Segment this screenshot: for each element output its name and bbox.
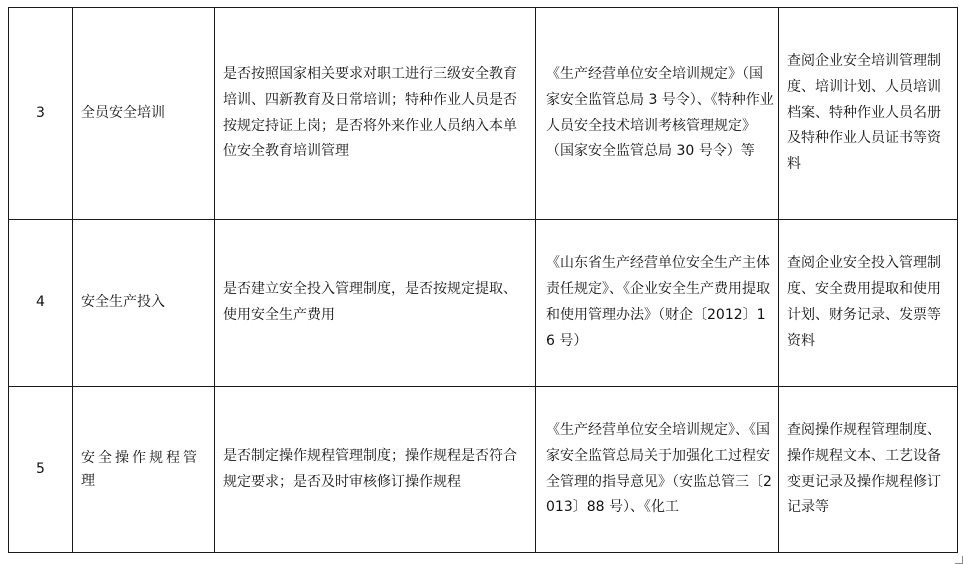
method-cell [779, 220, 958, 387]
table-row [9, 387, 958, 553]
check-content: 是否按照国家相关要求对职工进行三级安全教育培训、四新教育及日常培训；特种作业人员是否按规定持证上岗；是否将外来作业人员纳入本单位安全教育培训管理 [223, 65, 517, 160]
item-cell [73, 220, 215, 387]
legal-basis: 《生产经营单位安全培训规定》、《国家安全监管总局关于加强化工过程安全管理的指导意见》（安监总管三〔2013〕88 号）、《化工 [546, 421, 772, 516]
item-name: 安全生产投入 [81, 294, 165, 311]
check-method: 查阅企业安全培训管理制度、培训计划、人员培训档案、特种作业人员名册及特种作业人员证书等资料 [787, 52, 941, 173]
basis-cell [536, 8, 779, 220]
item-name: 全员安全培训 [81, 104, 165, 121]
row-number-cell [9, 220, 73, 387]
row-number: 4 [36, 294, 45, 311]
method-cell [779, 387, 958, 553]
row-number: 5 [36, 460, 45, 477]
table-row [9, 8, 958, 220]
item-name: 安全操作规程管理 [81, 450, 200, 489]
table-row [9, 220, 958, 387]
legal-basis: 《山东省生产经营单位安全生产主体责任规定》、《企业安全生产费用提取和使用管理办法》（财企〔2012〕16 号） [546, 255, 770, 349]
basis-cell [536, 220, 779, 387]
item-cell [73, 8, 215, 220]
method-cell [779, 8, 958, 220]
row-number-cell [9, 8, 73, 220]
content-cell [215, 8, 536, 220]
legal-basis: 《生产经营单位安全培训规定》（国家安全监管总局 3 号令）、《特种作业人员安全技术培训考核管理规定》（国家安全监管总局 30 号令）等 [546, 65, 774, 160]
check-content: 是否制定操作规程管理制度；操作规程是否符合规定要求；是否及时审核修订操作规程 [223, 447, 517, 490]
check-content: 是否建立安全投入管理制度，是否按规定提取、使用安全生产费用 [223, 281, 517, 323]
row-number-cell [9, 387, 73, 553]
content-cell [215, 220, 536, 387]
inspection-table [8, 7, 958, 553]
content-cell [215, 387, 536, 553]
basis-cell [536, 387, 779, 553]
resize-handle[interactable] [955, 556, 963, 564]
row-number: 3 [36, 104, 45, 121]
check-method: 查阅企业安全投入管理制度、安全费用提取和使用计划、财务记录、发票等资料 [787, 255, 941, 349]
item-cell [73, 387, 215, 553]
check-method: 查阅操作规程管理制度、操作规程文本、工艺设备变更记录及操作规程修订记录等 [787, 421, 941, 516]
